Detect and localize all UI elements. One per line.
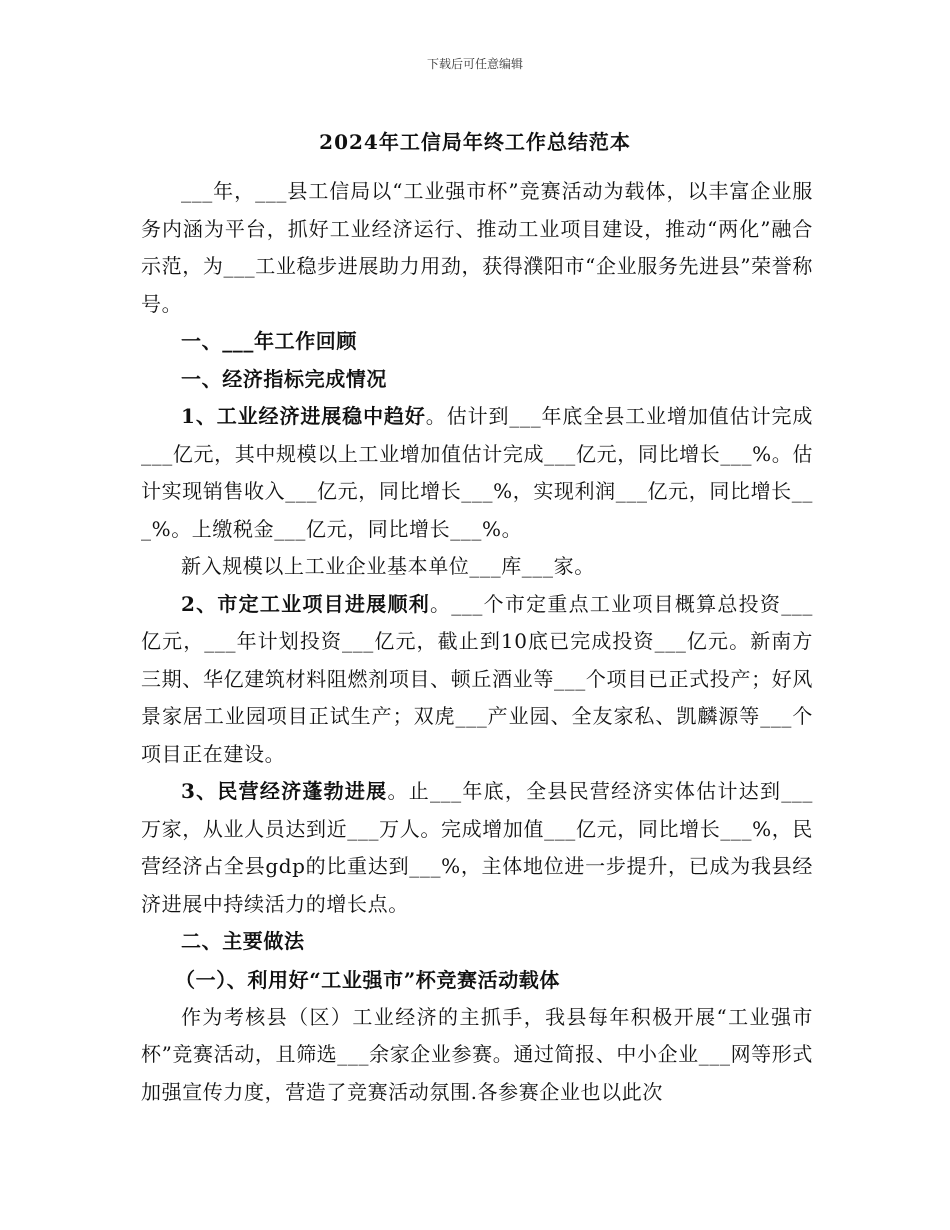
intro-paragraph: ___年，___县工信局以“工业强市杯”竞赛活动为载体，以丰富企业服务内涵为平台，抓好工业经济运行、推动工业项目建设，推动“两化”融合示范，为___工业稳步进展助力用劲，获得濮阳市“企业服务先进县”荣誉称号。 [141, 179, 813, 316]
subsection-heading-competition: （一）、利用好“工业强市”杯竞赛活动载体 [175, 967, 561, 992]
paragraph-text: 。___个市定重点工业项目概算总投资___亿元，___年计划投资___亿元，截止到10底已完成投资___亿元。新南方三期、华亿建筑材料阻燃剂项目、顿丘酒业等___个项目已正式投产；好风景家居工业园项目正试生产；双虎___产业园、全友家私、凯麟源等___个项目正在建设。 [141, 591, 813, 766]
paragraph-industrial-economy [141, 398, 813, 548]
document-body [141, 173, 813, 1111]
paragraph-competition: 作为考核县（区）工业经济的主抓手，我县每年积极开展“工业强市杯”竞赛活动，且筛选___余家企业参赛。通过简报、中小企业___网等形式加强宣传力度，营造了竞赛活动氛围.各参赛企业也以此次 [141, 1004, 813, 1104]
header-note: 下载后可任意编辑 [426, 57, 523, 71]
section-heading-indicators: 一、经济指标完成情况 [181, 366, 387, 391]
paragraph-lead: 3、民营经济蓬勃进展 [181, 779, 388, 803]
section-heading-methods: 二、主要做法 [181, 929, 305, 953]
paragraph-lead: 2、市定工业项目进展顺利 [181, 591, 430, 616]
paragraph-private-economy [141, 773, 813, 923]
paragraph-lead: 1、工业经济进展稳中趋好 [181, 404, 426, 428]
paragraph-text: 。止___年底，全县民营经济实体估计达到___万家，从业人员达到近___万人。完成增加值___亿元，同比增长___%，民营经济占全县gdp的比重达到___%，主体地位进一步提升，已成为我县经济进展中持续活力的增长点。 [141, 779, 813, 916]
document-title: 2024年工信局年终工作总结范本 [319, 130, 631, 154]
paragraph-projects [141, 586, 813, 774]
paragraph-text: 。估计到___年底全县工业增加值估计完成___亿元，其中规模以上工业增加值估计完成___亿元，同比增长___%。估计实现销售收入___亿元，同比增长___%，实现利润___亿元，同比增长___%。上缴税金___亿元，同比增长___%。 [141, 404, 813, 541]
paragraph-new-enterprises: 新入规模以上工业企业基本单位___库___家。 [181, 554, 595, 578]
section-heading-review: 一、___年工作回顾 [181, 329, 357, 353]
